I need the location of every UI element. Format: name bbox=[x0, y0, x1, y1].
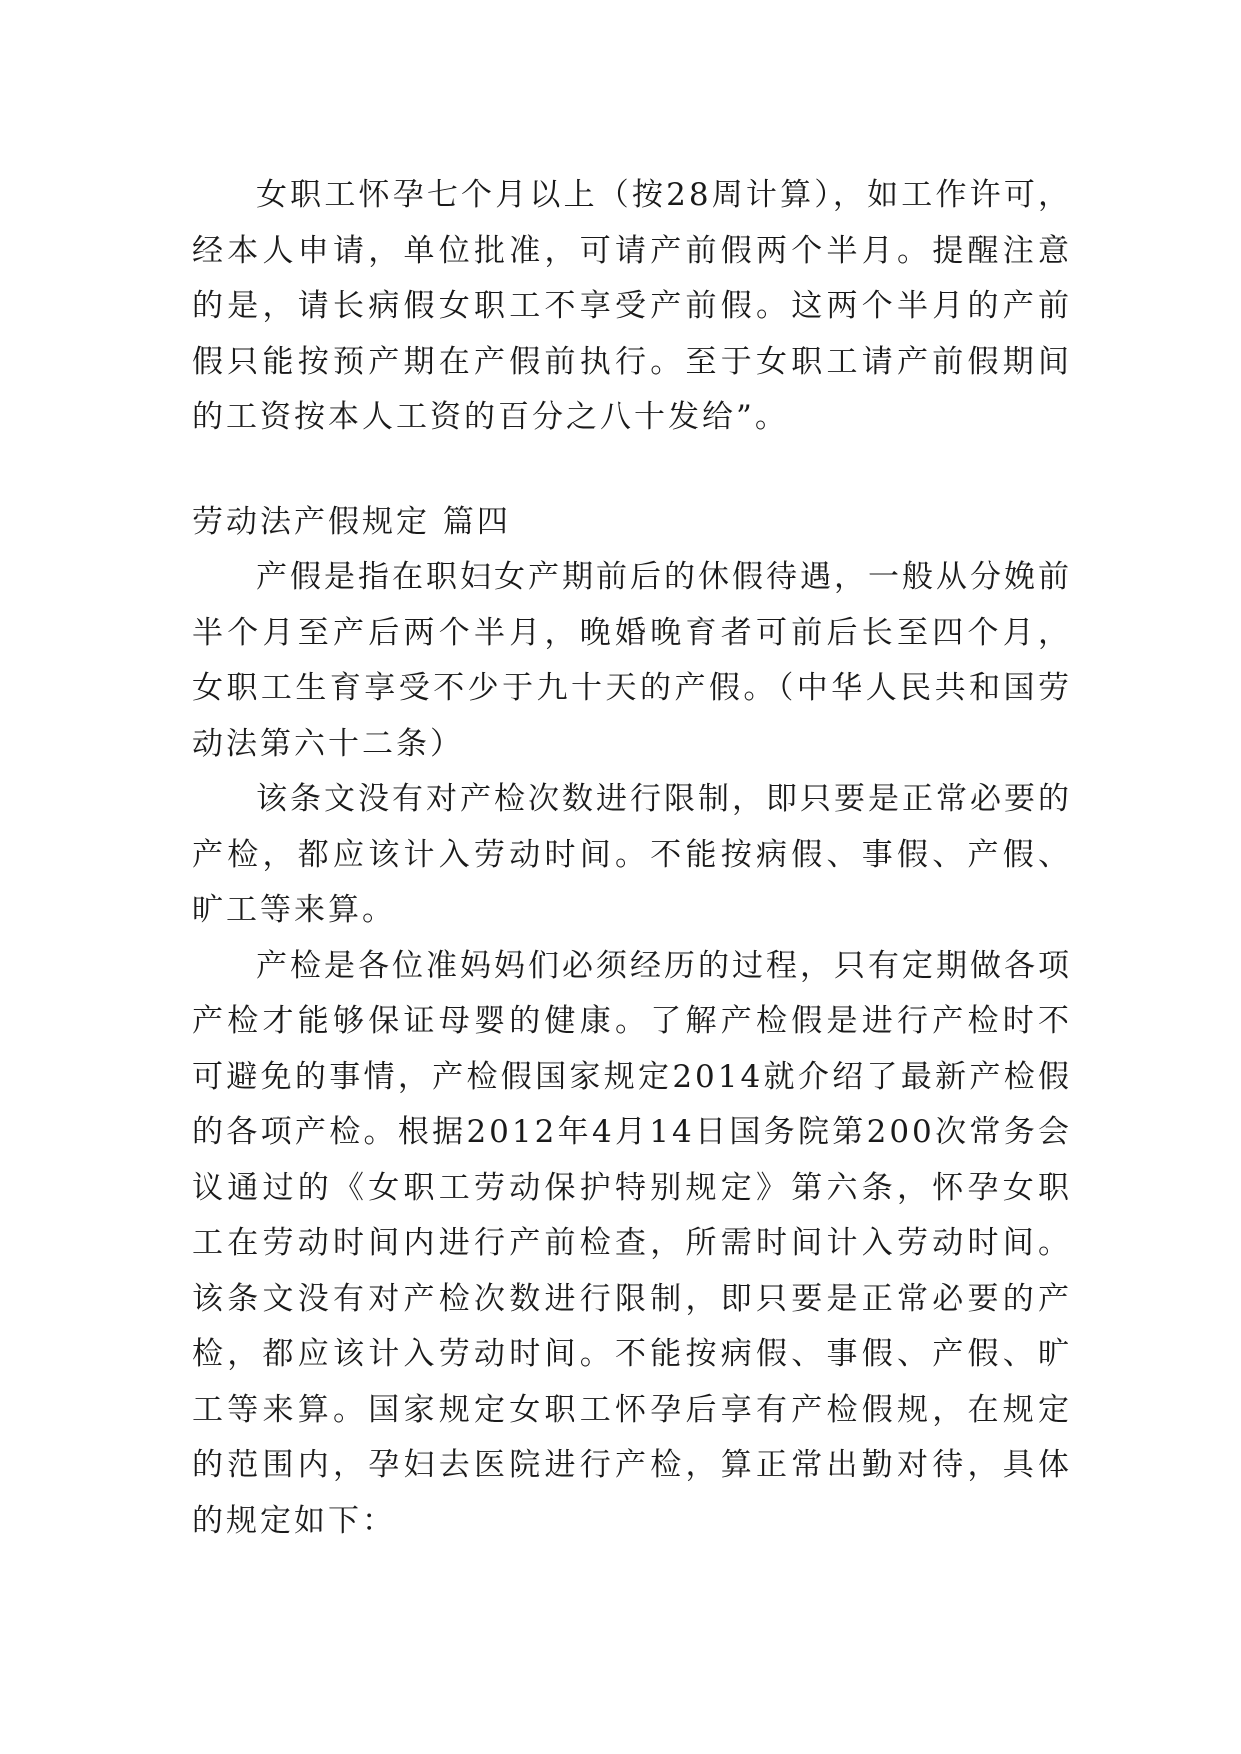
document-body bbox=[192, 168, 1072, 1549]
section-heading: 劳动法产假规定 篇四 bbox=[192, 503, 511, 540]
paragraph-prenatal-leave: 女职工怀孕七个月以上（按28周计算），如工作许可，经本人申请，单位批准，可请产前假两个半月。提醒注意的是，请长病假女职工不享受产前假。这两个半月的产前假只能按预产期在产假前执行。至于女职工请产前假期间的工资按本人工资的百分之八十发给”。 bbox=[192, 177, 1072, 435]
paragraph-maternity-leave-definition: 产假是指在职妇女产期前后的休假待遇，一般从分娩前半个月至产后两个半月，晚婚晚育者可前后长至四个月，女职工生育享受不少于九十天的产假。（中华人民共和国劳动法第六十二条） bbox=[192, 559, 1072, 762]
paragraph-prenatal-exam-regulation: 产检是各位准妈妈们必须经历的过程，只有定期做各项产检才能够保证母婴的健康。了解产检假是进行产检时不可避免的事情，产检假国家规定2014就介绍了最新产检假的各项产检。根据2012年4月14日国务院第200次常务会议通过的《女职工劳动保护特别规定》第六条，怀孕女职工在劳动时间内进行产前检查，所需时间计入劳动时间。该条文没有对产检次数进行限制，即只要是正常必要的产检，都应该计入劳动时间。不能按病假、事假、产假、旷工等来算。国家规定女职工怀孕后享有产检假规，在规定的范围内，孕妇去医院进行产检，算正常出勤对待，具体的规定如下： bbox=[192, 947, 1072, 1539]
paragraph-prenatal-exam-limit: 该条文没有对产检次数进行限制，即只要是正常必要的产检，都应该计入劳动时间。不能按病假、事假、产假、旷工等来算。 bbox=[192, 781, 1072, 928]
